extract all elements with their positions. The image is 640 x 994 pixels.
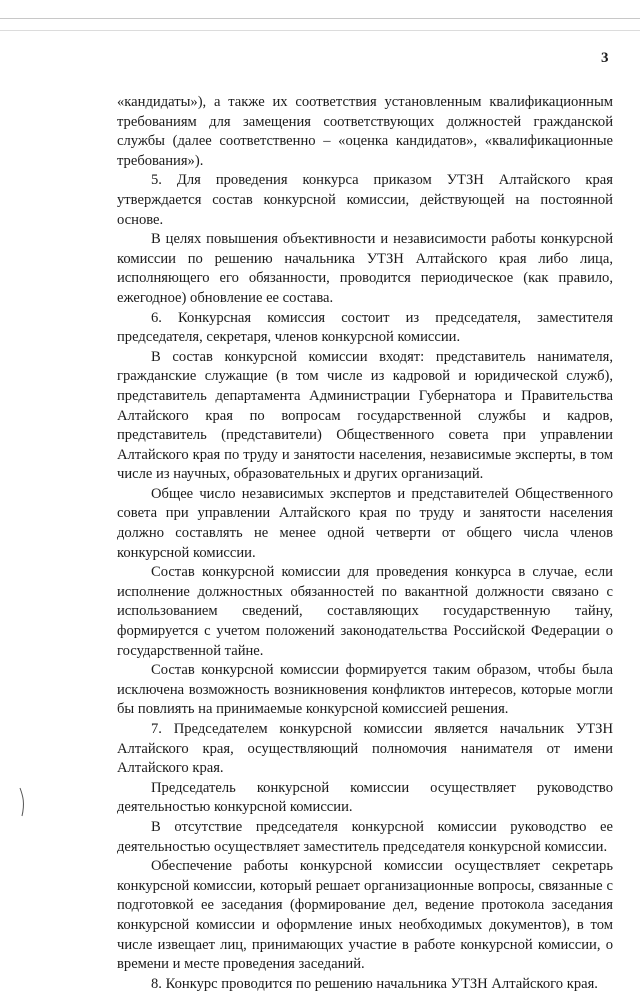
page-number: 3 bbox=[601, 50, 609, 66]
paragraph: Председатель конкурсной комиссии осуществляет руководство деятельностью конкурсной комиссии. bbox=[117, 779, 613, 816]
paragraph: В целях повышения объективности и независимости работы конкурсной комиссии по решению начальника УТЗН Алтайского края либо лица, исполняющего его обязанности, проводится периодическое (как правило, ежегодное) обновление ее состава. bbox=[117, 231, 613, 306]
paragraph-item-5: 5. Для проведения конкурса приказом УТЗН Алтайского края утверждается состав конкурсной комиссии, действующей на постоянной основе. bbox=[117, 172, 613, 228]
paragraph: В отсутствие председателя конкурсной комиссии руководство ее деятельностью осуществляет заместитель председателя конкурсной комиссии. bbox=[117, 818, 613, 855]
document-body bbox=[117, 93, 613, 994]
margin-pen-mark bbox=[18, 787, 28, 817]
paragraph: Состав конкурсной комиссии формируется таким образом, чтобы была исключена возможность возникновения конфликтов интересов, которые могли бы повлиять на принимаемые конкурсной комиссией решения. bbox=[117, 662, 613, 718]
paragraph-item-6: 6. Конкурсная комиссия состоит из председателя, заместителя председателя, секретаря, членов конкурсной комиссии. bbox=[117, 309, 613, 346]
paragraph-continuation: «кандидаты»), а также их соответствия установленным квалификационным требованиям для замещения соответствующих должностей гражданской службы (далее соответственно – «оценка кандидатов», «квалификационные требования»). bbox=[117, 94, 613, 169]
scan-edge-line bbox=[0, 18, 640, 19]
paragraph: Общее число независимых экспертов и представителей Общественного совета при управлении Алтайского края по труду и занятости населения должно составлять не менее одной четверти от общего числа членов конкурсной комиссии. bbox=[117, 485, 613, 561]
scan-edge-line-secondary bbox=[0, 30, 640, 31]
paragraph-item-7: 7. Председателем конкурсной комиссии является начальник УТЗН Алтайского края, осуществляющий полномочия нанимателя от имени Алтайского края. bbox=[117, 721, 613, 777]
paragraph: Состав конкурсной комиссии для проведения конкурса в случае, если исполнение должностных обязанностей по вакантной должности связано с использованием сведений, составляющих государственную тайну, формируется с учетом положений законодательства Российской Федерации о государственной тайне. bbox=[117, 564, 613, 659]
paragraph: В состав конкурсной комиссии входят: представитель нанимателя, гражданские служащие (в том числе из кадровой и юридической служб), представитель департамента Администрации Губернатора и Правительства Алтайского края по вопросам государственной службы и кадров, представитель (представители) Общественного совета при управлении Алтайского края по труду и занятости населения, независимые эксперты, в том числе из научных, образовательных и других организаций. bbox=[117, 348, 613, 483]
paragraph: Обеспечение работы конкурсной комиссии осуществляет секретарь конкурсной комиссии, который решает организационные вопросы, связанные с подготовкой ее заседания (формирование дел, ведение протокола заседания конкурсной комиссии и оформление иных необходимых документов), в том числе извещает лиц, принимающих участие в работе конкурсной комиссии, о времени и месте проведения заседаний. bbox=[117, 858, 613, 973]
paragraph-item-8: 8. Конкурс проводится по решению начальника УТЗН Алтайского края. bbox=[151, 975, 598, 992]
